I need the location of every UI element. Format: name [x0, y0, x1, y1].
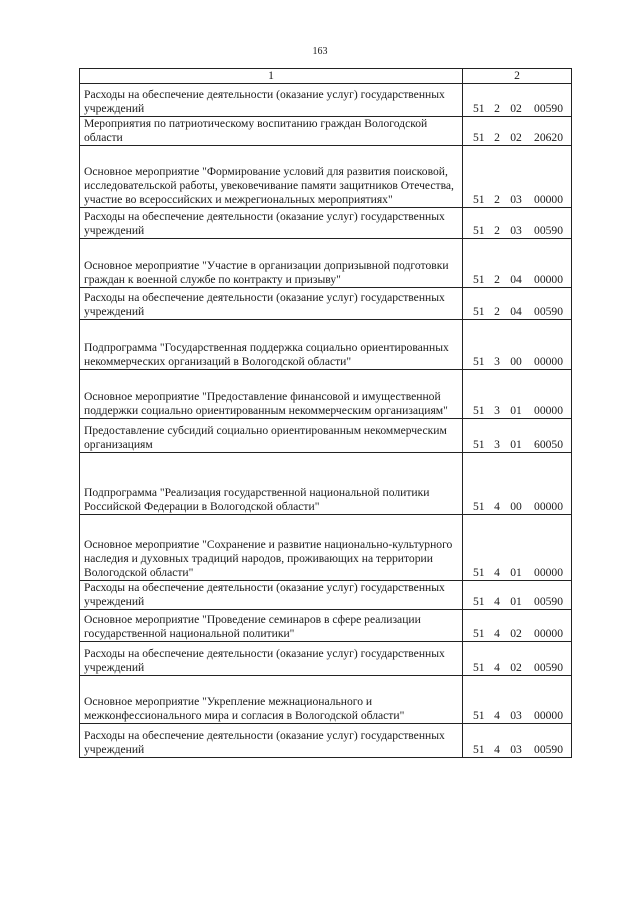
code-direction: 60050 [534, 438, 563, 451]
row-code [463, 515, 572, 581]
code-program: 51 [473, 404, 485, 417]
row-name: Предоставление субсидий социально ориентированным некоммерческим организациям [80, 419, 463, 453]
code-activity: 02 [510, 131, 522, 144]
table-row [80, 642, 572, 676]
row-name: Расходы на обеспечение деятельности (оказание услуг) государственных учреждений [80, 642, 463, 676]
code-program: 51 [473, 661, 485, 674]
code-direction: 00590 [534, 102, 563, 115]
code-subprogram: 2 [494, 131, 500, 144]
code-direction: 00000 [534, 193, 563, 206]
row-name: Подпрограмма "Государственная поддержка социально ориентированных некоммерческих организаций в Вологодской области" [80, 320, 463, 370]
row-name: Основное мероприятие "Проведение семинаров в сфере реализации государственной национальной политики" [80, 610, 463, 642]
code-direction: 20620 [534, 131, 563, 144]
row-code [463, 642, 572, 676]
code-subprogram: 2 [494, 305, 500, 318]
classification-code [467, 273, 567, 287]
row-name: Основное мероприятие "Участие в организации допризывной подготовки граждан к военной службе по контракту и призыву" [80, 239, 463, 288]
code-direction: 00590 [534, 224, 563, 237]
row-name: Основное мероприятие "Укрепление межнационального и межконфессионального мира и согласия в Вологодской области" [80, 676, 463, 724]
code-program: 51 [473, 305, 485, 318]
table-row [80, 84, 572, 117]
classification-code [467, 709, 567, 723]
row-code [463, 676, 572, 724]
code-activity: 01 [510, 595, 522, 608]
code-subprogram: 4 [494, 709, 500, 722]
code-subprogram: 4 [494, 627, 500, 640]
row-code [463, 117, 572, 146]
classification-code [467, 566, 567, 580]
classification-code [467, 131, 567, 145]
code-activity: 04 [510, 305, 522, 318]
column-header-2: 2 [463, 69, 572, 84]
classification-code [467, 438, 567, 452]
table-row [80, 146, 572, 208]
table-row [80, 419, 572, 453]
code-subprogram: 4 [494, 743, 500, 756]
row-code [463, 610, 572, 642]
code-direction: 00590 [534, 305, 563, 318]
code-program: 51 [473, 595, 485, 608]
code-program: 51 [473, 500, 485, 513]
table-row [80, 610, 572, 642]
row-name: Основное мероприятие "Формирование условий для развития поисковой, исследовательской работы, увековечивание памяти защитников Отечества, участие во всероссийских и межрегиональных мероприятиях" [80, 146, 463, 208]
row-name: Подпрограмма "Реализация государственной национальной политики Российской Федерации в Вологодской области" [80, 453, 463, 515]
row-code [463, 453, 572, 515]
code-activity: 00 [510, 355, 522, 368]
row-code [463, 581, 572, 610]
code-activity: 03 [510, 193, 522, 206]
table-row [80, 453, 572, 515]
code-program: 51 [473, 131, 485, 144]
code-activity: 01 [510, 566, 522, 579]
row-name: Расходы на обеспечение деятельности (оказание услуг) государственных учреждений [80, 84, 463, 117]
code-subprogram: 3 [494, 355, 500, 368]
code-subprogram: 2 [494, 193, 500, 206]
code-program: 51 [473, 743, 485, 756]
code-subprogram: 2 [494, 224, 500, 237]
row-code [463, 208, 572, 239]
code-program: 51 [473, 709, 485, 722]
row-code [463, 288, 572, 320]
row-name: Расходы на обеспечение деятельности (оказание услуг) государственных учреждений [80, 581, 463, 610]
classification-code [467, 193, 567, 207]
row-code [463, 146, 572, 208]
code-program: 51 [473, 566, 485, 579]
code-activity: 02 [510, 661, 522, 674]
code-direction: 00590 [534, 743, 563, 756]
code-subprogram: 4 [494, 566, 500, 579]
code-subprogram: 2 [494, 273, 500, 286]
row-code [463, 724, 572, 758]
row-name: Расходы на обеспечение деятельности (оказание услуг) государственных учреждений [80, 288, 463, 320]
table-row [80, 724, 572, 758]
classification-code [467, 355, 567, 369]
table-row [80, 676, 572, 724]
code-direction: 00590 [534, 661, 563, 674]
code-activity: 04 [510, 273, 522, 286]
row-name: Расходы на обеспечение деятельности (оказание услуг) государственных учреждений [80, 208, 463, 239]
classification-code [467, 743, 567, 757]
code-activity: 02 [510, 627, 522, 640]
classification-code [467, 661, 567, 675]
code-activity: 01 [510, 438, 522, 451]
row-code [463, 239, 572, 288]
code-subprogram: 4 [494, 500, 500, 513]
code-direction: 00000 [534, 273, 563, 286]
code-activity: 01 [510, 404, 522, 417]
row-code [463, 370, 572, 419]
code-activity: 03 [510, 709, 522, 722]
table-row [80, 208, 572, 239]
table-row [80, 370, 572, 419]
table-row [80, 581, 572, 610]
code-program: 51 [473, 193, 485, 206]
classification-code [467, 595, 567, 609]
code-activity: 02 [510, 102, 522, 115]
classification-code [467, 305, 567, 319]
classification-code [467, 404, 567, 418]
code-program: 51 [473, 438, 485, 451]
classification-code [467, 102, 567, 116]
code-program: 51 [473, 355, 485, 368]
table-row [80, 239, 572, 288]
code-subprogram: 2 [494, 102, 500, 115]
code-direction: 00000 [534, 355, 563, 368]
code-direction: 00000 [534, 709, 563, 722]
code-activity: 00 [510, 500, 522, 513]
code-direction: 00000 [534, 627, 563, 640]
table-row [80, 320, 572, 370]
table-row [80, 515, 572, 581]
code-direction: 00000 [534, 566, 563, 579]
code-direction: 00000 [534, 500, 563, 513]
code-direction: 00000 [534, 404, 563, 417]
classification-code [467, 500, 567, 514]
budget-table [79, 68, 572, 758]
code-activity: 03 [510, 743, 522, 756]
classification-code [467, 627, 567, 641]
classification-code [467, 224, 567, 238]
row-code [463, 84, 572, 117]
code-program: 51 [473, 224, 485, 237]
row-name: Основное мероприятие "Предоставление финансовой и имущественной поддержки социально ориентированным некоммерческим организациям" [80, 370, 463, 419]
code-subprogram: 3 [494, 404, 500, 417]
table-row [80, 117, 572, 146]
table-body [80, 69, 572, 758]
row-name: Расходы на обеспечение деятельности (оказание услуг) государственных учреждений [80, 724, 463, 758]
code-program: 51 [473, 627, 485, 640]
row-name: Основное мероприятие "Сохранение и развитие национально-культурного наследия и духовных традиций народов, проживающих на территории Вологодской области" [80, 515, 463, 581]
code-program: 51 [473, 102, 485, 115]
table-header-row [80, 69, 572, 84]
row-code [463, 419, 572, 453]
page-number: 163 [312, 46, 328, 57]
code-subprogram: 4 [494, 661, 500, 674]
table-row [80, 288, 572, 320]
row-code [463, 320, 572, 370]
column-header-1: 1 [80, 69, 463, 84]
code-subprogram: 3 [494, 438, 500, 451]
row-name: Мероприятия по патриотическому воспитанию граждан Вологодской области [80, 117, 463, 146]
code-direction: 00590 [534, 595, 563, 608]
code-activity: 03 [510, 224, 522, 237]
code-program: 51 [473, 273, 485, 286]
code-subprogram: 4 [494, 595, 500, 608]
